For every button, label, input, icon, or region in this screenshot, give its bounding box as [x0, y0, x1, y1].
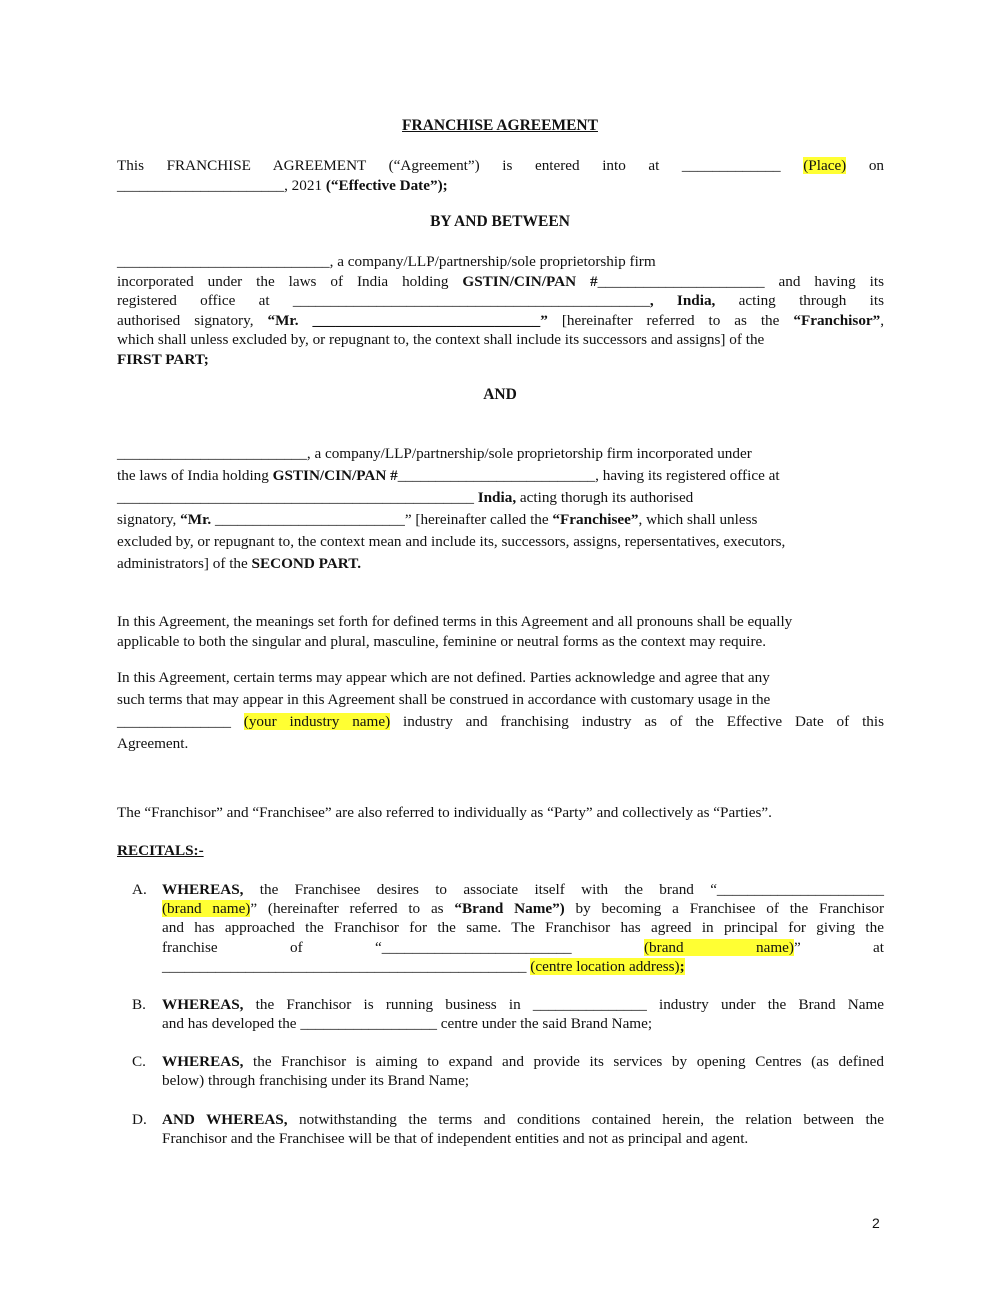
page-number: 2: [872, 1215, 880, 1231]
party2-line-1: [117, 443, 884, 465]
date-blank: ______________________, 2021: [117, 176, 323, 194]
centre-address-placeholder: [530, 958, 684, 975]
recital-c: [132, 1052, 884, 1090]
recital-text: by becoming a Franchisee of the Franchisor: [575, 900, 885, 918]
recital-letter: B.: [132, 996, 146, 1013]
party2-india: India,: [477, 489, 517, 506]
recital-d-line-2: Franchisor and the Franchisee will be that of independent entities and not as principal and agent.: [162, 1130, 749, 1148]
industry-blank: _______________: [117, 713, 231, 730]
party2-text: signatory,: [117, 511, 177, 528]
recital-a: [132, 880, 884, 976]
party1-text: acting through its: [738, 292, 884, 309]
party1-address-blank: registered office at _______________________________________________: [117, 292, 650, 309]
definitions-line-2: applicable to both the singular and plural, masculine, feminine or neutral forms as the context may require.: [117, 632, 767, 650]
recital-d-line-1: [162, 1110, 884, 1129]
party2-text: , a company/LLP/partnership/sole proprietorship firm incorporated under: [306, 445, 752, 462]
brand-name-placeholder: (brand name): [643, 938, 794, 956]
party2-line-4: [117, 509, 884, 531]
party1-text: authorised signatory,: [117, 311, 254, 329]
undefined-terms-line-4: Agreement.: [117, 735, 189, 752]
recital-text: the Franchisor is running business in _______________ industry under the Brand Name: [255, 996, 885, 1013]
centre-address-text: (centre location address): [530, 957, 680, 975]
party2-address-blank: _______________________________________________: [117, 489, 474, 506]
second-part-label: SECOND PART.: [251, 555, 361, 572]
recital-text: the Franchisee desires to associate itself with the brand “______________________: [259, 881, 884, 898]
party1-text: incorporated under the laws of India holding: [117, 272, 449, 290]
recital-a-line-4: [162, 938, 884, 957]
recital-text: franchise of “_________________________: [162, 938, 572, 956]
party2-text: acting thorugh its authorised: [519, 489, 694, 506]
address-blank: ________________________________________________: [162, 957, 527, 975]
intro-text: This FRANCHISE AGREEMENT (“Agreement”) is entered into at _____________: [117, 157, 781, 174]
recitals-heading: RECITALS:-: [117, 842, 204, 859]
by-and-between-heading: BY AND BETWEEN: [430, 213, 570, 230]
party2-text: __________________________, having its registered office at: [397, 467, 780, 484]
effective-date-label: (“Effective Date”);: [325, 176, 448, 194]
party2-gstin-label: GSTIN/CIN/PAN #: [272, 467, 398, 484]
recital-text: ” (hereinafter referred to as: [250, 900, 444, 918]
undefined-terms-line-2: such terms that may appear in this Agreement shall be construed in accordance with customary usage in the: [117, 691, 771, 708]
recital-a-line-2: [162, 899, 884, 918]
recital-text: the Franchisor is aiming to expand and provide its services by opening Centres (as defined: [253, 1053, 885, 1070]
industry-name-placeholder: (your industry name): [243, 713, 391, 730]
party1-line-5: which shall unless excluded by, or repugnant to, the context shall include its successors and assigns] of the: [117, 331, 765, 348]
and-whereas-label: AND WHEREAS,: [162, 1111, 288, 1128]
brand-name-term: “Brand Name”): [454, 900, 565, 918]
undefined-terms-line-3: [117, 711, 884, 733]
whereas-label: WHEREAS,: [162, 881, 244, 898]
recital-a-line-5: [162, 957, 884, 976]
recital-a-line-3: and has approached the Franchisor for the same. The Franchisor has agreed in principal for giving the: [162, 919, 884, 937]
party1-line-1: ____________________________, a company/LLP/partnership/sole proprietorship firm: [117, 253, 656, 270]
recital-letter: C.: [132, 1053, 146, 1070]
recital-semicolon: ;: [679, 957, 685, 975]
recital-d: [132, 1110, 884, 1148]
intro-on: on: [868, 157, 885, 174]
party2-line-6: [117, 553, 884, 575]
recital-c-line-2: below) through franchising under its Brand Name;: [162, 1072, 470, 1090]
party2-text: , which shall unless: [638, 511, 758, 528]
party2-name-blank: _________________________: [117, 445, 307, 462]
recital-a-line-1: [162, 880, 884, 899]
party2-signatory-blank: _________________________” [hereinafter called the: [215, 511, 549, 528]
party2-line-3: [117, 487, 884, 509]
place-placeholder: (Place): [803, 157, 847, 174]
franchisee-term: “Franchisee”: [552, 511, 639, 528]
recital-text: ” at: [793, 938, 884, 956]
first-part-label: FIRST PART;: [117, 350, 209, 368]
parties-paragraph: The “Franchisor” and “Franchisee” are also referred to individually as “Party” and collectively as “Parties”.: [117, 804, 772, 821]
party1-line-4: [117, 311, 884, 331]
party2-text: administrators] of the: [117, 555, 248, 572]
recital-letter: D.: [132, 1111, 147, 1128]
whereas-label: WHEREAS,: [162, 996, 244, 1013]
undefined-terms-text: industry and franchising industry as of the Effective Date of this: [403, 713, 885, 730]
recital-b-line-2: and has developed the __________________ centre under the said Brand Name;: [162, 1015, 653, 1033]
brand-name-placeholder: (brand name): [162, 900, 251, 918]
page-title: FRANCHISE AGREEMENT: [402, 117, 598, 134]
intro-paragraph: [117, 156, 884, 195]
recital-b: [132, 995, 884, 1033]
party1-india: , India,: [649, 292, 716, 309]
party1-gstin-label: GSTIN/CIN/PAN #: [462, 272, 598, 290]
recital-text: notwithstanding the terms and conditions contained herein, the relation between the: [299, 1111, 885, 1128]
recital-b-line-1: [162, 995, 884, 1014]
recital-c-line-1: [162, 1052, 884, 1071]
party1-text: ,: [880, 311, 885, 329]
party1-text: [hereinafter referred to as the: [561, 311, 780, 329]
undefined-terms-paragraph: [117, 667, 884, 755]
recital-letter: A.: [132, 881, 147, 898]
definitions-paragraph: [117, 612, 884, 651]
intro-line-1: [117, 156, 884, 176]
and-heading: AND: [483, 386, 517, 403]
party2-text: the laws of India holding: [117, 467, 269, 484]
party1-signatory-blank: “Mr. ______________________________”: [267, 311, 548, 329]
franchisee-party-paragraph: [117, 443, 884, 575]
undefined-terms-line-1: In this Agreement, certain terms may appear which are not defined. Parties acknowledge and agree that any: [117, 669, 770, 686]
party1-line-3: [117, 291, 884, 311]
party2-mr: “Mr.: [180, 511, 212, 528]
whereas-label: WHEREAS,: [162, 1053, 244, 1070]
definitions-line-1: In this Agreement, the meanings set forth for defined terms in this Agreement and all pronouns shall be equally: [117, 613, 793, 630]
party1-text: ______________________ and having its: [597, 272, 885, 290]
party1-line-2: [117, 272, 884, 292]
party2-line-2: [117, 465, 884, 487]
franchisor-term: “Franchisor”: [793, 311, 881, 329]
franchisor-party-paragraph: [117, 252, 884, 369]
intro-line-2: [117, 176, 884, 196]
party2-line-5: excluded by, or repugnant to, the context mean and include its, successors, assigns, repersentatives, executors,: [117, 533, 786, 550]
